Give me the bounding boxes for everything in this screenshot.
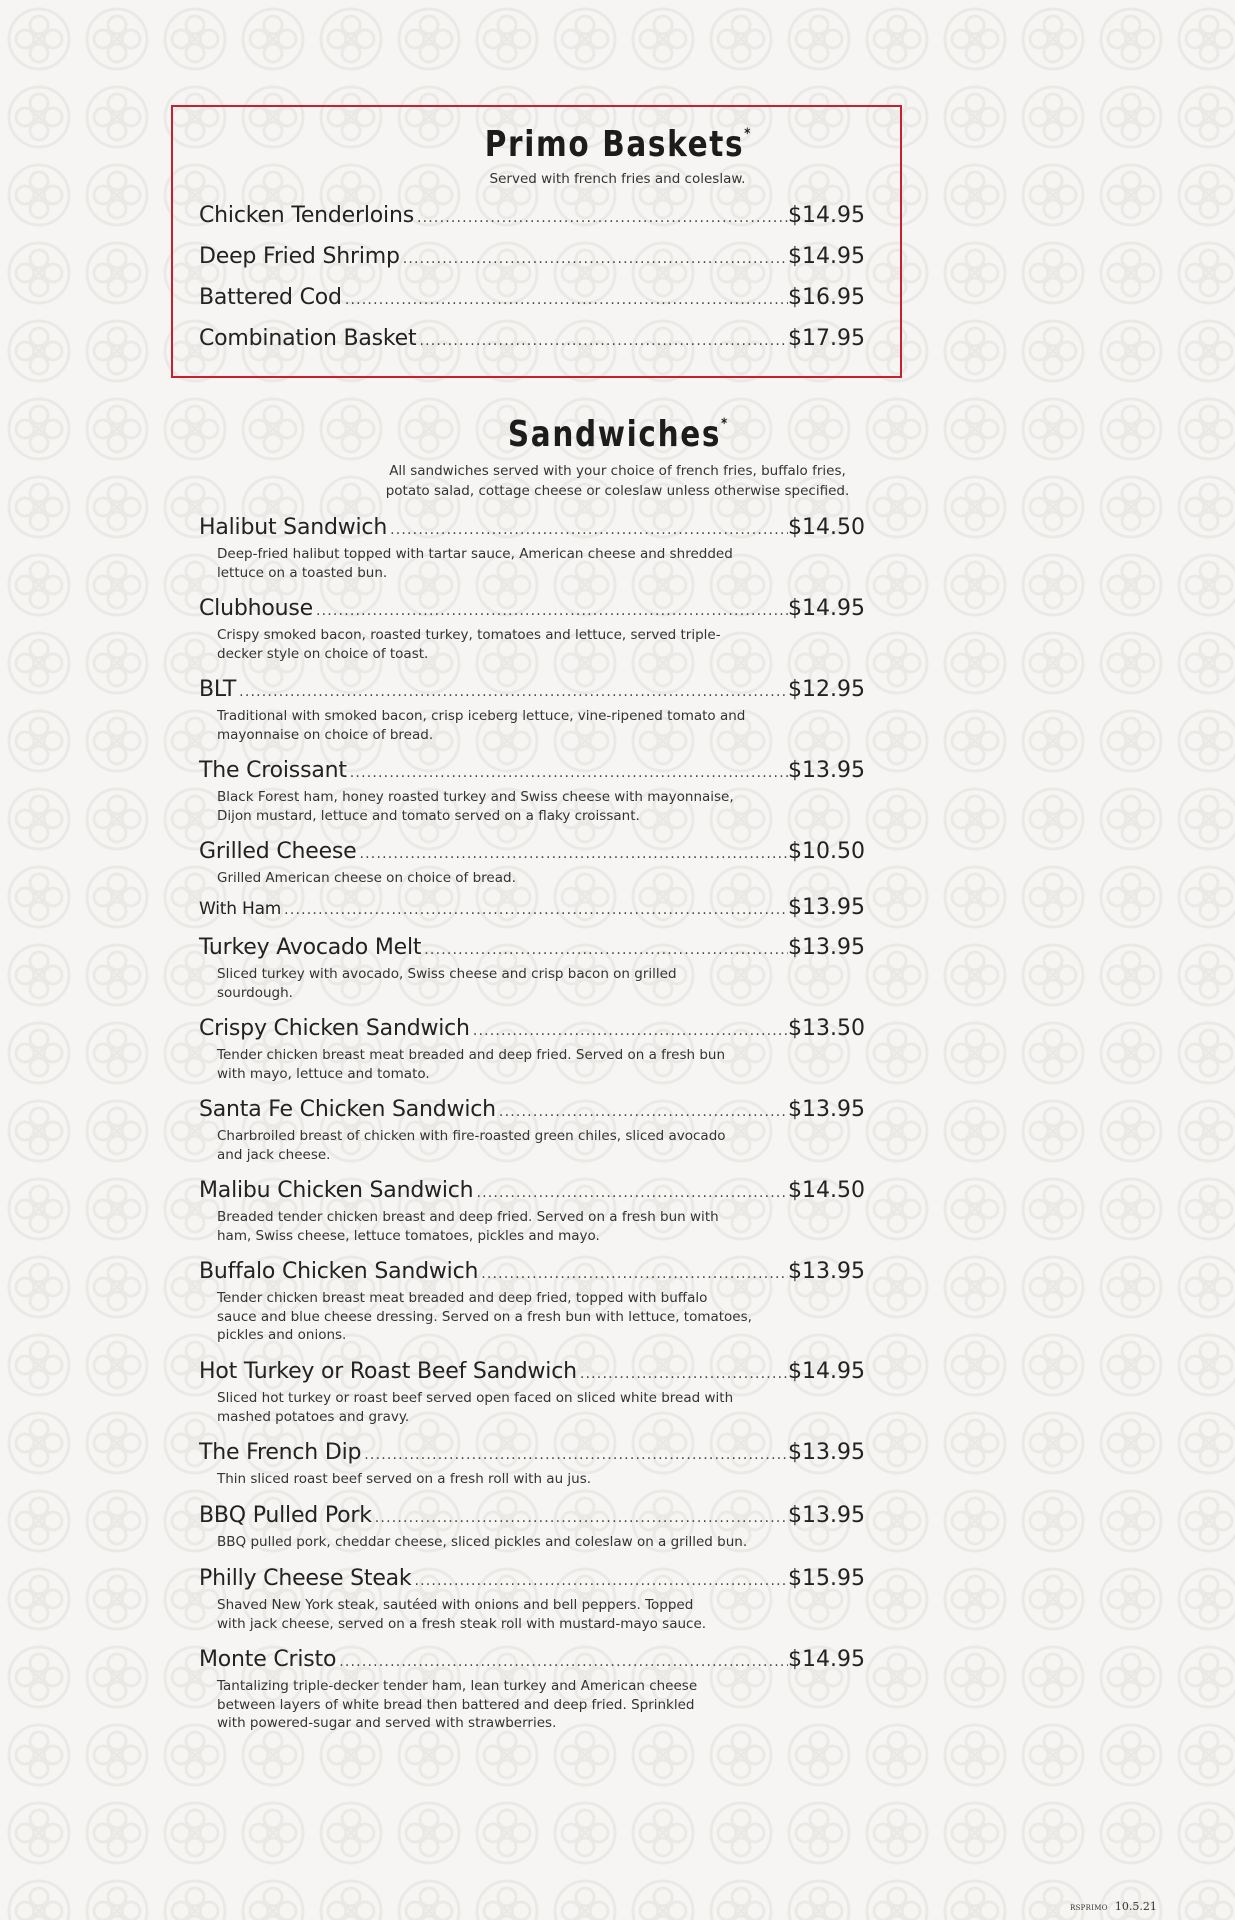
dot-leader (387, 522, 788, 538)
menu-item-description: mashed potatoes and gravy. (217, 1408, 410, 1425)
menu-item-description: sourdough. (217, 984, 293, 1001)
dot-leader (313, 603, 788, 619)
menu-item-row (199, 203, 865, 228)
menu-item-name: BBQ Pulled Pork (199, 1503, 372, 1528)
menu-item-name: Chicken Tenderloins (199, 203, 414, 228)
menu-item-row (199, 677, 865, 702)
menu-item-name: Halibut Sandwich (199, 515, 388, 540)
menu-item-price: $14.95 (788, 244, 865, 269)
menu-item-description: Grilled American cheese on choice of bread. (217, 870, 516, 886)
menu-item-name: Clubhouse (199, 596, 313, 621)
dot-leader (473, 1185, 788, 1201)
menu-item-row (199, 839, 865, 864)
dot-leader (336, 1654, 788, 1670)
menu-item-description: Black Forest ham, honey roasted turkey and Swiss cheese with mayonnaise, (217, 789, 734, 805)
menu-item-name: The French Dip (199, 1440, 362, 1465)
menu-item-row (199, 1016, 865, 1041)
menu-item-description: sauce and blue cheese dressing. Served on a fresh bun with lettuce, tomatoes, (217, 1308, 752, 1325)
menu-item-row (199, 1503, 865, 1528)
dot-leader (421, 942, 788, 958)
menu-item-name: Turkey Avocado Melt (199, 935, 422, 960)
menu-item-price: $14.95 (788, 203, 865, 228)
menu-item-price: $14.50 (788, 515, 865, 540)
menu-item-price: $16.95 (788, 285, 865, 310)
menu-item-description: lettuce on a toasted bun. (217, 564, 388, 581)
dot-leader (361, 1447, 788, 1463)
menu-item-name: Hot Turkey or Roast Beef Sandwich (199, 1359, 577, 1384)
dot-leader (357, 846, 789, 862)
menu-item-description: with powered-sugar and served with strawberries. (217, 1715, 557, 1731)
dot-leader (470, 1023, 788, 1039)
menu-item-row (199, 1440, 865, 1465)
menu-item-description: Charbroiled breast of chicken with fire-roasted green chiles, sliced avocado (217, 1128, 726, 1144)
menu-item-row (199, 758, 865, 783)
menu-item-description: Thin sliced roast beef served on a fresh roll with au jus. (217, 1471, 592, 1487)
menu-item-description: Crispy smoked bacon, roasted turkey, tomatoes and lettuce, served triple- (217, 627, 721, 643)
menu-item-price: $15.95 (788, 1566, 865, 1591)
menu-item-description: with mayo, lettuce and tomato. (217, 1065, 430, 1082)
menu-item-row (199, 1647, 865, 1672)
sandwiches-subtitle-line-1: All sandwiches served with your choice of french fries, buffalo fries, (389, 463, 846, 479)
menu-item-price: $12.95 (788, 677, 865, 702)
menu-item-price: $14.95 (788, 1359, 865, 1384)
menu-item-name: Battered Cod (199, 285, 342, 310)
dot-leader (342, 292, 788, 308)
menu-item-description: Shaved New York steak, sautéed with onions and bell peppers. Topped (217, 1597, 694, 1613)
menu-item-name: Grilled Cheese (199, 839, 357, 864)
menu-item-row (199, 935, 865, 960)
baskets-title: Primo Baskets* (484, 124, 751, 165)
menu-item-name: Buffalo Chicken Sandwich (199, 1259, 479, 1284)
menu-item-price: $14.95 (788, 596, 865, 621)
menu-item-description: Traditional with smoked bacon, crisp iceberg lettuce, vine-ripened tomato and (217, 708, 746, 724)
menu-item-row (199, 1259, 865, 1284)
menu-item-description: Sliced hot turkey or roast beef served open faced on sliced white bread with (217, 1390, 734, 1406)
menu-item-name: Deep Fried Shrimp (199, 244, 400, 269)
menu-item-price: $13.95 (788, 1097, 865, 1122)
menu-item-price: $14.50 (788, 1178, 865, 1203)
menu-item-name: Malibu Chicken Sandwich (199, 1178, 474, 1203)
menu-item-row (199, 1178, 865, 1203)
menu-item-description: decker style on choice of toast. (217, 645, 429, 662)
dot-leader (478, 1266, 788, 1282)
menu-item-row (199, 1097, 865, 1122)
baskets-subtitle: Served with french fries and coleslaw. (489, 171, 746, 187)
menu-item-price: $13.95 (788, 895, 865, 920)
menu-code: RSPRIMO 10.5.21 (1070, 1900, 1157, 1913)
dot-leader (411, 1573, 788, 1589)
dot-leader (577, 1366, 788, 1382)
dot-leader (416, 333, 788, 349)
menu-item-description: Breaded tender chicken breast and deep fried. Served on a fresh bun with (217, 1209, 719, 1225)
menu-item-row (199, 285, 865, 310)
dot-leader (372, 1510, 788, 1526)
dot-leader (281, 902, 788, 918)
menu-item-description: Sliced turkey with avocado, Swiss cheese and crisp bacon on grilled (217, 966, 677, 982)
menu-item-name: Monte Cristo (199, 1647, 337, 1672)
menu-item-name: With Ham (199, 899, 282, 919)
menu-item-row (199, 1359, 865, 1384)
dot-leader (414, 210, 788, 226)
menu-item-name: Crispy Chicken Sandwich (199, 1016, 470, 1041)
menu-item-description: and jack cheese. (217, 1146, 331, 1163)
menu-item-price: $17.95 (788, 326, 865, 351)
menu-item-name: Santa Fe Chicken Sandwich (199, 1097, 496, 1122)
sandwiches-title: Sandwiches* (507, 414, 728, 455)
sandwiches-subtitle-line-2: potato salad, cottage cheese or coleslaw unless otherwise specified. (385, 483, 850, 499)
menu-item-description: Deep-fried halibut topped with tartar sauce, American cheese and shredded (217, 546, 733, 562)
dot-leader (496, 1104, 788, 1120)
menu-item-price: $13.95 (788, 758, 865, 783)
menu-item-row (199, 244, 865, 269)
menu-item-description: Dijon mustard, lettuce and tomato served on a flaky croissant. (217, 807, 640, 824)
dot-leader (347, 765, 788, 781)
menu-item-name: The Croissant (199, 758, 347, 783)
menu-item-price: $14.95 (788, 1647, 865, 1672)
menu-item-row (199, 895, 865, 920)
menu-item-price: $13.95 (788, 1503, 865, 1528)
menu-item-description: Tender chicken breast meat breaded and deep fried. Served on a fresh bun (217, 1047, 726, 1063)
menu-item-name: BLT (199, 677, 237, 702)
menu-item-description: mayonnaise on choice of bread. (217, 726, 434, 743)
menu-item-description: pickles and onions. (217, 1327, 347, 1343)
menu-item-row (199, 515, 865, 540)
menu-item-name: Philly Cheese Steak (199, 1566, 412, 1591)
menu-item-description: between layers of white bread then battered and deep fried. Sprinkled (217, 1696, 695, 1713)
menu-item-price: $13.95 (788, 1440, 865, 1465)
menu-item-description: ham, Swiss cheese, lettuce tomatoes, pickles and mayo. (217, 1227, 600, 1244)
menu-item-description: Tender chicken breast meat breaded and deep fried, topped with buffalo (217, 1290, 708, 1306)
menu-item-row (199, 596, 865, 621)
menu-item-description: BBQ pulled pork, cheddar cheese, sliced pickles and coleslaw on a grilled bun. (217, 1534, 748, 1550)
menu-item-description: Tantalizing triple-decker tender ham, lean turkey and American cheese (217, 1678, 698, 1694)
menu-item-name: Combination Basket (199, 326, 417, 351)
menu-item-row (199, 1566, 865, 1591)
menu-item-price: $13.95 (788, 1259, 865, 1284)
dot-leader (236, 684, 788, 700)
menu-item-price: $13.95 (788, 935, 865, 960)
menu-item-row (199, 326, 865, 351)
dot-leader (400, 251, 788, 267)
menu-item-price: $13.50 (788, 1016, 865, 1041)
menu-item-price: $10.50 (788, 839, 865, 864)
menu-item-description: with jack cheese, served on a fresh steak roll with mustard-mayo sauce. (217, 1615, 707, 1632)
